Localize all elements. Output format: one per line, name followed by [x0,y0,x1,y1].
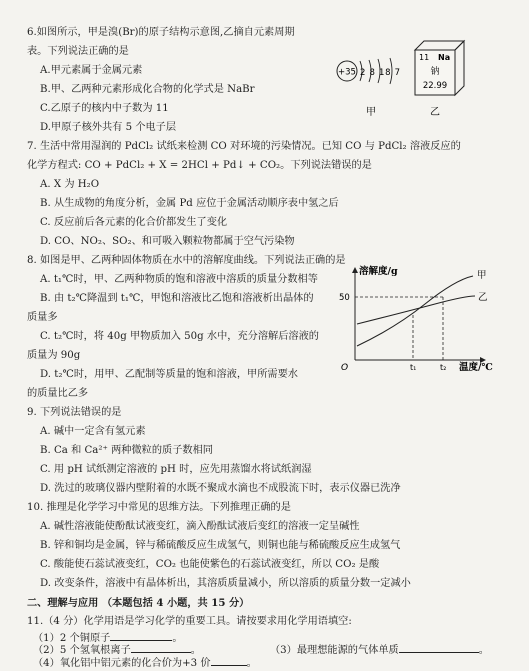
q7-stem-line1: 7. 生活中常用湿润的 PdCl₂ 试纸来检测 CO 对环境的污染情况。已知 CO 与 PdCl₂ 溶液反应的 [27,141,461,152]
x-tick-t2: t₂ [440,363,447,372]
curve-yi-label: 乙 [478,292,488,303]
q6-option-d: D.甲原子核外共有 5 个电子层 [40,122,177,133]
nucleus-charge: +35 [338,67,356,78]
y-axis-label: 溶解度/g [359,266,398,277]
q6-stem-line2: 表。下列说法正确的是 [27,46,129,57]
label-jia: 甲 [366,107,376,118]
q7-option-c: C. 反应前后各元素的化合价都发生了变化 [40,217,228,228]
q11-part-1-end: 。 [172,633,183,644]
q6-option-b: B.甲、乙两种元素形成化合物的化学式是 NaBr [40,84,255,95]
q10-option-a: A. 碱性溶液能使酚酞试液变红，滴入酚酞试液后变红的溶液一定呈碱性 [40,521,360,532]
q11-part-3 [270,641,489,658]
curve-jia-label: 甲 [477,270,487,281]
q10-option-d: D. 改变条件，溶液中有晶体析出，其溶质质量减小，所以溶质的质量分数一定减小 [40,578,411,589]
curve-jia [357,276,473,346]
x-tick-t1: t₁ [410,363,417,372]
electron-shells: 2 8 18 7 [360,68,400,78]
q11-part-3-text: （3）最理想能源的气体单质 [270,645,399,656]
q11-part-1-text: （1）2 个铜原子 [33,633,111,644]
q8-option-b-line2: 质量多 [27,312,58,323]
q11-answer-blank-3[interactable] [399,641,479,653]
q9-option-c: C. 用 pH 试纸测定溶液的 pH 时，应先用蒸馏水将试纸润湿 [40,464,312,475]
q11-answer-blank-4[interactable] [211,654,247,666]
q10-stem: 10. 推理是化学学习中常见的思维方法。下列推理正确的是 [27,502,291,513]
q11-part-3-end: 。 [478,645,489,656]
y-tick-50: 50 [339,293,350,303]
q8-solubility-graph [335,262,515,372]
q8-option-a: A. t₁℃时，甲、乙两种物质的饱和溶液中溶质的质量分数相等 [40,274,318,285]
q11-part-4-text: （4）氧化铝中铝元素的化合价为+3 价 [33,658,211,669]
origin-label: O [341,363,349,372]
q11-part-4-end: 。 [246,658,257,669]
q8-option-b-line1: B. 由 t₂℃降温到 t₁℃，甲饱和溶液比乙饱和溶液析出晶体的 [40,293,314,304]
q7-option-b: B. 从生成物的角度分析，金属 Pd 应位于金属活动顺序表中氢之后 [40,198,339,209]
q8-stem: 8. 如图是甲、乙两种固体物质在水中的溶解度曲线。下列说法正确的是 [27,255,346,266]
q7-option-a: A. X 为 H₂O [40,179,100,190]
q10-option-c: C. 酸能使石蕊试液变红，CO₂ 也能使紫色的石蕊试液变红，所以 CO₂ 是酸 [40,559,380,570]
q6-option-c: C.乙原子的核内中子数为 11 [40,103,169,114]
q11-part-4 [33,654,257,671]
q11-part-2-text: （2）5 个氢氧根离子 [33,645,131,656]
q9-option-a: A. 碱中一定含有氢元素 [40,426,146,437]
element-mass: 22.99 [422,81,448,91]
q9-option-b: B. Ca 和 Ca²⁺ 两种微粒的质子数相同 [40,445,213,456]
cell-side-face [455,41,464,95]
q6-figure [330,30,480,130]
q11-answer-blank-1[interactable] [110,629,172,641]
q10-option-b: B. 锌和铜均是金属，锌与稀硫酸反应生成氢气，则铜也能与稀硫酸反应生成氢气 [40,540,401,551]
q11-answer-blank-2[interactable] [131,641,191,653]
q8-option-c-line2: 质量为 90g [27,350,81,361]
q8-option-c-line1: C. t₂℃时，将 40g 甲物质加入 50g 水中，充分溶解后溶液的 [40,331,319,342]
q7-option-d: D. CO、NO₂、SO₂、和可吸入颗粒物都属于空气污染物 [40,236,295,247]
x-axis-label: 温度/℃ [459,362,493,372]
q11-stem: 11.（4 分）化学用语是学习化学的重要工具。请按要求用化学用语填空: [27,616,352,627]
q9-stem: 9. 下列说法错误的是 [27,407,122,418]
curve-yi [357,296,475,324]
q6-stem-line1: 6.如图所示，甲是溴(Br)的原子结构示意图,乙摘自元素周期 [27,27,295,38]
q8-option-d-line1: D. t₂℃时，用甲、乙配制等质量的饱和溶液，甲所需要水 [40,369,298,380]
q11-part-2-end: 。 [190,645,201,656]
q6-option-a: A.甲元素属于金属元素 [40,65,143,76]
element-symbol: Na [438,53,451,62]
label-yi: 乙 [430,107,440,118]
q9-option-d: D. 洗过的玻璃仪器内壁附着的水既不聚成水滴也不成股流下时，表示仪器已洗净 [40,483,401,494]
element-number: 11 [419,53,430,62]
q8-option-d-line2: 的质量比乙多 [27,388,89,399]
section-2-heading: 二、理解与应用 （本题包括 4 小题，共 15 分） [27,597,250,609]
q7-stem-line2: 化学方程式: CO + PdCl₂ + X = 2HCl + Pd↓ + CO₂。下列说法错误的是 [27,160,372,171]
element-name: 钠 [430,67,440,77]
